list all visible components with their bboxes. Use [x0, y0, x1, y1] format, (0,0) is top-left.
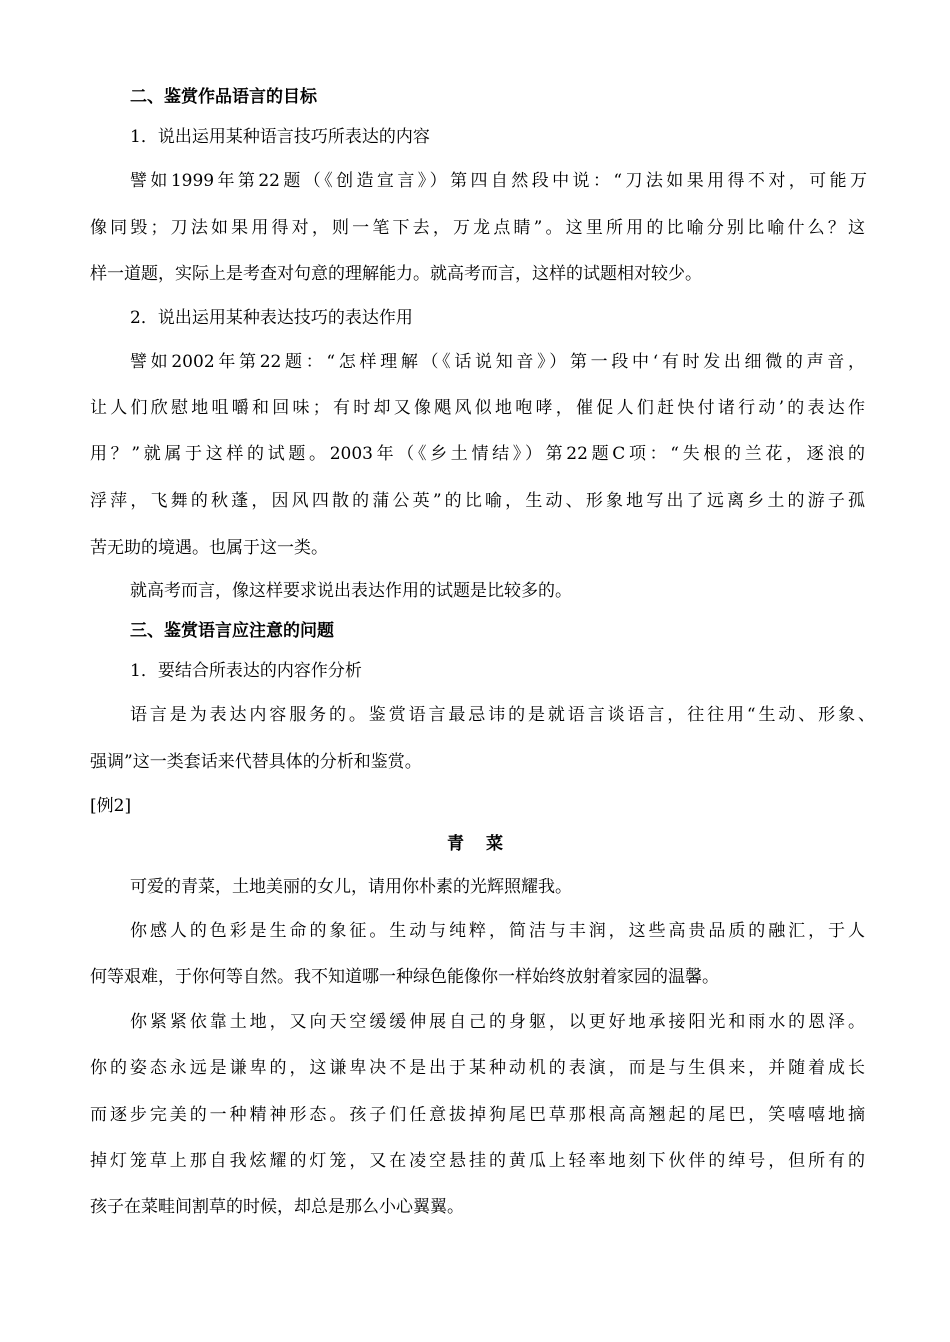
- paragraph-line: 孩子在菜畦间割草的时候，却总是那么小心翼翼。: [90, 1197, 464, 1217]
- section-heading: 二、鉴赏作品语言的目标: [130, 87, 317, 107]
- item-title: 1．说出运用某种语言技巧所表达的内容: [130, 127, 430, 147]
- paragraph-line: 可爱的青菜，土地美丽的女儿，请用你朴素的光辉照耀我。: [130, 877, 572, 897]
- paragraph-line: 你感人的色彩是生命的象征。生动与纯粹，简洁与丰润，这些高贵品质的融汇，于人: [130, 921, 865, 941]
- item-title: 2．说出运用某种表达技巧的表达作用: [130, 308, 413, 328]
- paragraph-line: 让人们欣慰地咀嚼和回味；有时却又像飓风似地咆哮，催促人们赶快付诸行动’的表达作: [90, 398, 865, 418]
- paragraph-line: 你紧紧依靠土地，又向天空缓缓伸展自己的身躯，以更好地承接阳光和雨水的恩泽。: [130, 1012, 865, 1032]
- paragraph-line: 譬如2002年第22题：“怎样理解（《话说知音》）第一段中‘有时发出细微的声音，: [130, 352, 865, 372]
- paragraph-line: 浮萍，飞舞的秋蓬，因风四散的蒲公英”的比喻，生动、形象地写出了远离乡土的游子孤: [90, 491, 865, 511]
- item-title: 1．要结合所表达的内容作分析: [130, 661, 362, 681]
- paragraph-line: 语言是为表达内容服务的。鉴赏语言最忌讳的是就语言谈语言，往往用“生动、形象、: [130, 705, 875, 725]
- paragraph-line: 何等艰难，于你何等自然。我不知道哪一种绿色能像你一样始终放射着家园的温馨。: [90, 967, 719, 987]
- paragraph-line: 强调”这一类套话来代替具体的分析和鉴赏。: [90, 752, 422, 772]
- paragraph-line: 就高考而言，像这样要求说出表达作用的试题是比较多的。: [130, 581, 572, 601]
- example-title: 青菜: [447, 834, 525, 854]
- paragraph-line: 掉灯笼草上那自我炫耀的灯笼，又在凌空悬挂的黄瓜上轻率地刻下伙伴的绰号，但所有的: [90, 1151, 865, 1171]
- paragraph-line: 譬如1999年第22题（《创造宣言》）第四自然段中说：“刀法如果用得不对，可能万: [130, 171, 867, 191]
- section-heading: 三、鉴赏语言应注意的问题: [130, 621, 334, 641]
- paragraph-line: 像同毁；刀法如果用得对，则一笔下去，万龙点睛”。这里所用的比喻分别比喻什么？这: [90, 218, 865, 238]
- paragraph-line: 你的姿态永远是谦卑的，这谦卑决不是出于某种动机的表演，而是与生俱来，并随着成长: [90, 1058, 865, 1078]
- paragraph-line: 而逐步完美的一种精神形态。孩子们任意拔掉狗尾巴草那根高高翘起的尾巴，笑嘻嘻地摘: [90, 1105, 865, 1125]
- paragraph-line: 样一道题，实际上是考查对句意的理解能力。就高考而言，这样的试题相对较少。: [90, 264, 702, 284]
- paragraph-line: 用？”就属于这样的试题。2003年（《乡土情结》）第22题C项：“失根的兰花，逐浪的: [90, 444, 865, 464]
- example-label: [例2]: [90, 796, 132, 816]
- paragraph-line: 苦无助的境遇。也属于这一类。: [90, 538, 328, 558]
